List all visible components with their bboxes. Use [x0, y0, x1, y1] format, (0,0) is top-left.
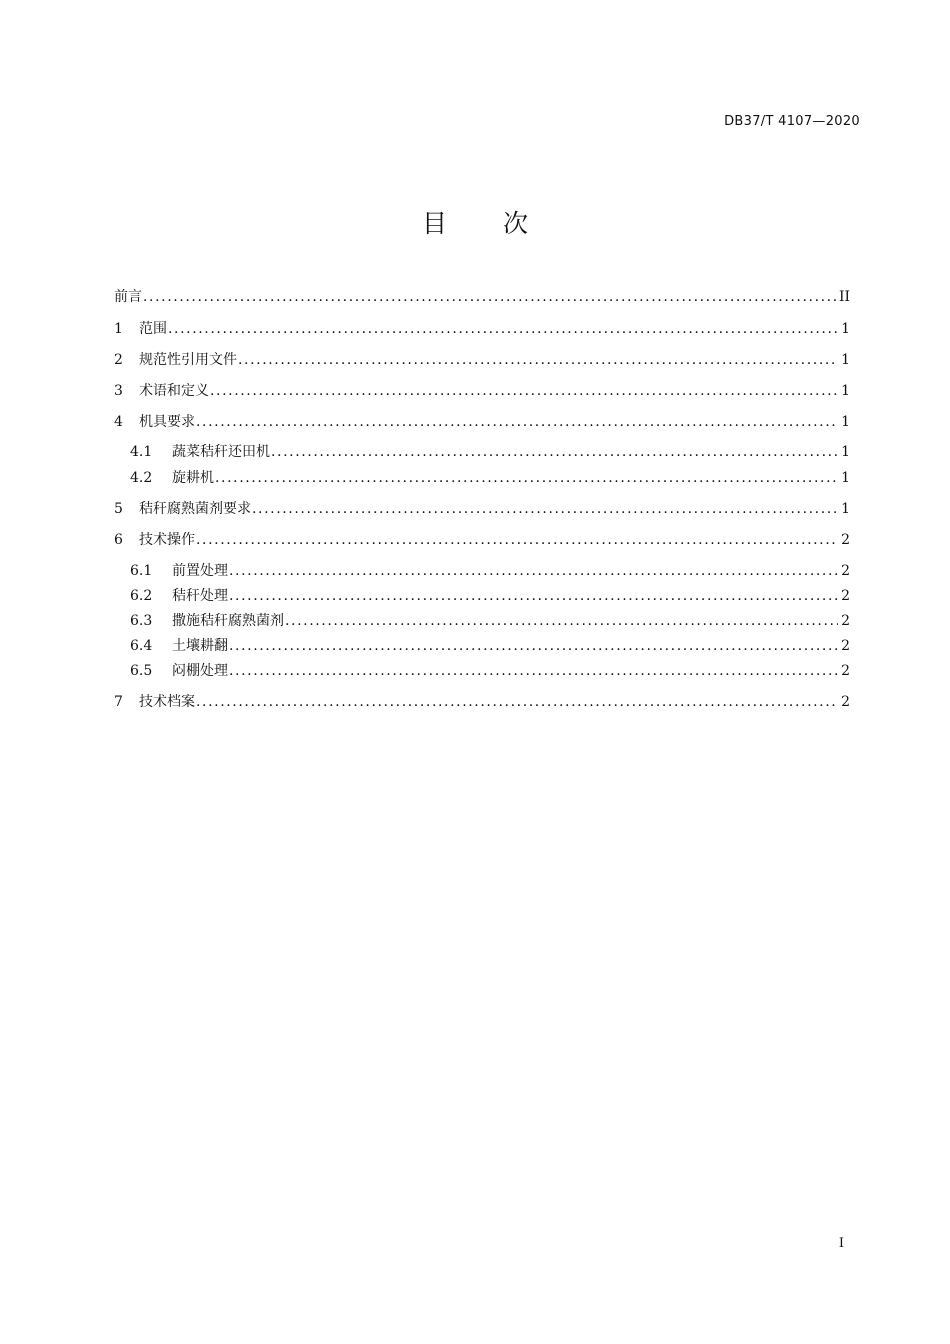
- document-code: DB37/T 4107—2020: [724, 114, 860, 129]
- toc-item-number: 4: [114, 414, 123, 430]
- toc-item-number: 2: [114, 352, 123, 368]
- toc-item-label: 机具要求: [139, 414, 195, 430]
- toc-item-label: 技术档案: [139, 694, 195, 710]
- toc-item-number: 6: [114, 532, 123, 548]
- toc-item-page: 2: [841, 613, 850, 629]
- toc-leader-dots: [196, 527, 838, 553]
- toc-item-number: 7: [114, 694, 123, 710]
- toc-item-number: 4.1: [130, 444, 153, 460]
- toc-item-number: 4.2: [130, 470, 153, 486]
- toc-item-label: 旋耕机: [172, 470, 214, 486]
- toc-leader-dots: [271, 439, 838, 465]
- toc-item-page: 1: [841, 352, 850, 368]
- toc-item-number: 6.1: [130, 563, 153, 579]
- toc-leader-dots: [143, 284, 837, 310]
- toc-item-label: 前置处理: [172, 563, 228, 579]
- toc-leader-dots: [229, 558, 838, 584]
- toc-item-page: 1: [841, 501, 850, 517]
- toc-item-6-2[interactable]: [130, 583, 850, 609]
- toc-item-5[interactable]: [114, 496, 850, 522]
- toc-item-4[interactable]: [114, 409, 850, 435]
- toc-item-label: 规范性引用文件: [139, 352, 237, 368]
- toc-item-label: 前言: [114, 289, 142, 305]
- toc-item-4-2[interactable]: [130, 465, 850, 491]
- toc-item-2[interactable]: [114, 347, 850, 373]
- toc-item-page: 2: [841, 563, 850, 579]
- toc-item-page: 2: [841, 663, 850, 679]
- toc-item-6-4[interactable]: [130, 633, 850, 659]
- toc-item-label: 土壤耕翻: [172, 638, 228, 654]
- toc-item-page: 1: [841, 444, 850, 460]
- page-number: I: [838, 1236, 844, 1251]
- toc-leader-dots: [229, 633, 838, 659]
- toc-item-label: 闷棚处理: [172, 663, 228, 679]
- toc-item-label: 撒施秸秆腐熟菌剂: [172, 613, 284, 629]
- toc-item-6-3[interactable]: [130, 608, 850, 634]
- toc-item-label: 秸秆处理: [172, 588, 228, 604]
- toc-leader-dots: [229, 658, 838, 684]
- toc-leader-dots: [196, 689, 838, 715]
- toc-item-4-1[interactable]: [130, 439, 850, 465]
- toc-item-preface[interactable]: [114, 284, 850, 310]
- toc-leader-dots: [210, 378, 838, 404]
- toc-item-3[interactable]: [114, 378, 850, 404]
- toc-item-page: 2: [841, 588, 850, 604]
- toc-leader-dots: [285, 608, 838, 634]
- toc-item-6[interactable]: [114, 527, 850, 553]
- toc-leader-dots: [238, 347, 838, 373]
- toc-leader-dots: [252, 496, 838, 522]
- toc-item-label: 秸秆腐熟菌剂要求: [139, 501, 251, 517]
- toc-item-label: 蔬菜秸秆还田机: [172, 444, 270, 460]
- toc-item-page: 2: [841, 638, 850, 654]
- toc-item-number: 1: [114, 321, 123, 337]
- toc-item-number: 6.3: [130, 613, 153, 629]
- toc-item-page: 1: [841, 414, 850, 430]
- toc-item-number: 5: [114, 501, 123, 517]
- toc-item-page: 1: [841, 383, 850, 399]
- toc-item-page: 2: [841, 532, 850, 548]
- toc-item-number: 3: [114, 383, 123, 399]
- toc-leader-dots: [215, 465, 838, 491]
- toc-item-number: 6.4: [130, 638, 153, 654]
- toc-item-1[interactable]: [114, 316, 850, 342]
- toc-item-page: II: [838, 289, 850, 305]
- toc-item-page: 2: [841, 694, 850, 710]
- toc-item-number: 6.2: [130, 588, 153, 604]
- toc-item-7[interactable]: [114, 689, 850, 715]
- toc-leader-dots: [229, 583, 838, 609]
- toc-item-6-1[interactable]: [130, 558, 850, 584]
- toc-leader-dots: [196, 409, 838, 435]
- toc-item-6-5[interactable]: [130, 658, 850, 684]
- page-title: 目 次: [422, 209, 552, 238]
- toc-item-label: 技术操作: [139, 532, 195, 548]
- toc-item-label: 术语和定义: [139, 383, 209, 399]
- toc-leader-dots: [168, 316, 838, 342]
- toc-item-label: 范围: [139, 321, 167, 337]
- toc-item-number: 6.5: [130, 663, 153, 679]
- toc-item-page: 1: [841, 470, 850, 486]
- toc-item-page: 1: [841, 321, 850, 337]
